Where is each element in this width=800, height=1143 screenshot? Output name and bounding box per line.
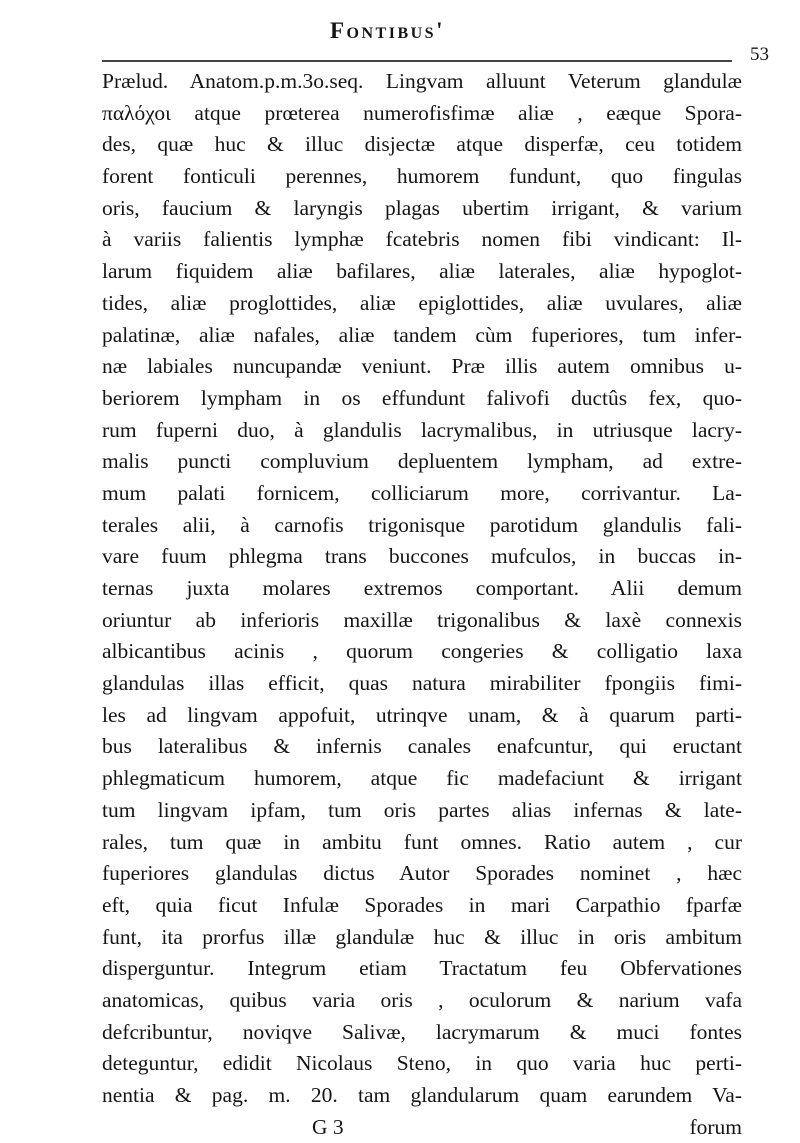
catchword: forum bbox=[689, 1114, 742, 1139]
text-line: terales alii, à carnofis trigonisque parotidum glandulis fali- bbox=[102, 512, 742, 537]
text-line: malis puncti compluvium depluentem lympham, ad extre- bbox=[102, 449, 742, 474]
text-line: rum fuperni duo, à glandulis lacrymalibus, in utriusque lacry- bbox=[102, 417, 742, 442]
text-line: oris, faucium & laryngis plagas ubertim irrigant, & varium bbox=[102, 195, 742, 220]
text-line: næ labiales nuncupandæ veniunt. Præ illis autem omnibus u- bbox=[102, 354, 742, 379]
text-line: eft, quia ficut Infulæ Sporades in mari Carpathio fparfæ bbox=[102, 892, 742, 917]
header-rule bbox=[102, 60, 732, 62]
text-line: beriorem lympham in os effundunt falivofi ductûs fex, quo- bbox=[102, 385, 742, 410]
text-line: rales, tum quæ in ambitu funt omnes. Ratio autem , cur bbox=[102, 829, 742, 854]
text-line: funt, ita prorfus illæ glandulæ huc & illuc in oris ambitum bbox=[102, 924, 742, 949]
text-line: forent fonticuli perennes, humorem fundunt, quo fingulas bbox=[102, 164, 742, 189]
page-number: 53 bbox=[750, 44, 769, 65]
text-line: oriuntur ab inferioris maxillæ trigonalibus & laxè connexis bbox=[102, 607, 742, 632]
text-line: palatinæ, aliæ nafales, aliæ tandem cùm fuperiores, tum infer- bbox=[102, 322, 742, 347]
text-line: phlegmaticum humorem, atque fic madefaciunt & irrigant bbox=[102, 766, 742, 791]
text-line: anatomicas, quibus varia oris , oculorum & narium vafa bbox=[102, 987, 742, 1012]
text-line: bus lateralibus & infernis canales enafcuntur, qui eructant bbox=[102, 734, 742, 759]
text-line: larum fiquidem aliæ bafilares, aliæ laterales, aliæ hypoglot- bbox=[102, 259, 742, 284]
text-line: defcribuntur, noviqve Salivæ, lacrymarum & muci fontes bbox=[102, 1019, 742, 1044]
text-line: deteguntur, edidit Nicolaus Steno, in quo varia huc perti- bbox=[102, 1051, 742, 1076]
text-line: tum lingvam ipfam, tum oris partes alias infernas & late- bbox=[102, 797, 742, 822]
text-line: les ad lingvam appofuit, utrinqve unam, & à quarum parti- bbox=[102, 702, 742, 727]
text-line: ternas juxta molares extremos comportant. Alii demum bbox=[102, 576, 742, 600]
text-line: nentia & pag. m. 20. tam glandularum quam earundem Va- bbox=[102, 1083, 742, 1107]
text-line: fuperiores glandulas dictus Autor Sporades nominet , hæc bbox=[102, 861, 742, 886]
text-line: παλόχοι atque prœterea numerofisfimæ aliæ , eæque Spora- bbox=[102, 100, 742, 125]
text-line: mum palati fornicem, colliciarum more, corrivantur. La- bbox=[102, 480, 742, 505]
body-text bbox=[102, 66, 742, 1143]
text-line: glandulas illas efficit, quas natura mirabiliter fpongiis fimi- bbox=[102, 671, 742, 696]
text-line: tides, aliæ proglottides, aliæ epiglottides, aliæ uvulares, aliæ bbox=[102, 290, 742, 315]
running-head: Fontibus' bbox=[330, 18, 445, 43]
page-header bbox=[0, 10, 800, 65]
signature-mark: G 3 bbox=[312, 1114, 344, 1139]
signature-line bbox=[102, 1112, 742, 1143]
text-line: à variis falientis lymphæ fcatebris nomen fibi vindicant: Il- bbox=[102, 227, 742, 252]
text-line: vare fuum phlegma trans buccones mufculos, in buccas in- bbox=[102, 544, 742, 569]
text-line: Prælud. Anatom.p.m.3o.seq. Lingvam alluunt Veterum glandulæ bbox=[102, 69, 742, 93]
text-line: des, quæ huc & illuc disjectæ atque disperfæ, ceu totidem bbox=[102, 132, 742, 157]
text-line: disperguntur. Integrum etiam Tractatum feu Obfervationes bbox=[102, 956, 742, 981]
text-line: albicantibus acinis , quorum congeries & colligatio laxa bbox=[102, 639, 742, 664]
